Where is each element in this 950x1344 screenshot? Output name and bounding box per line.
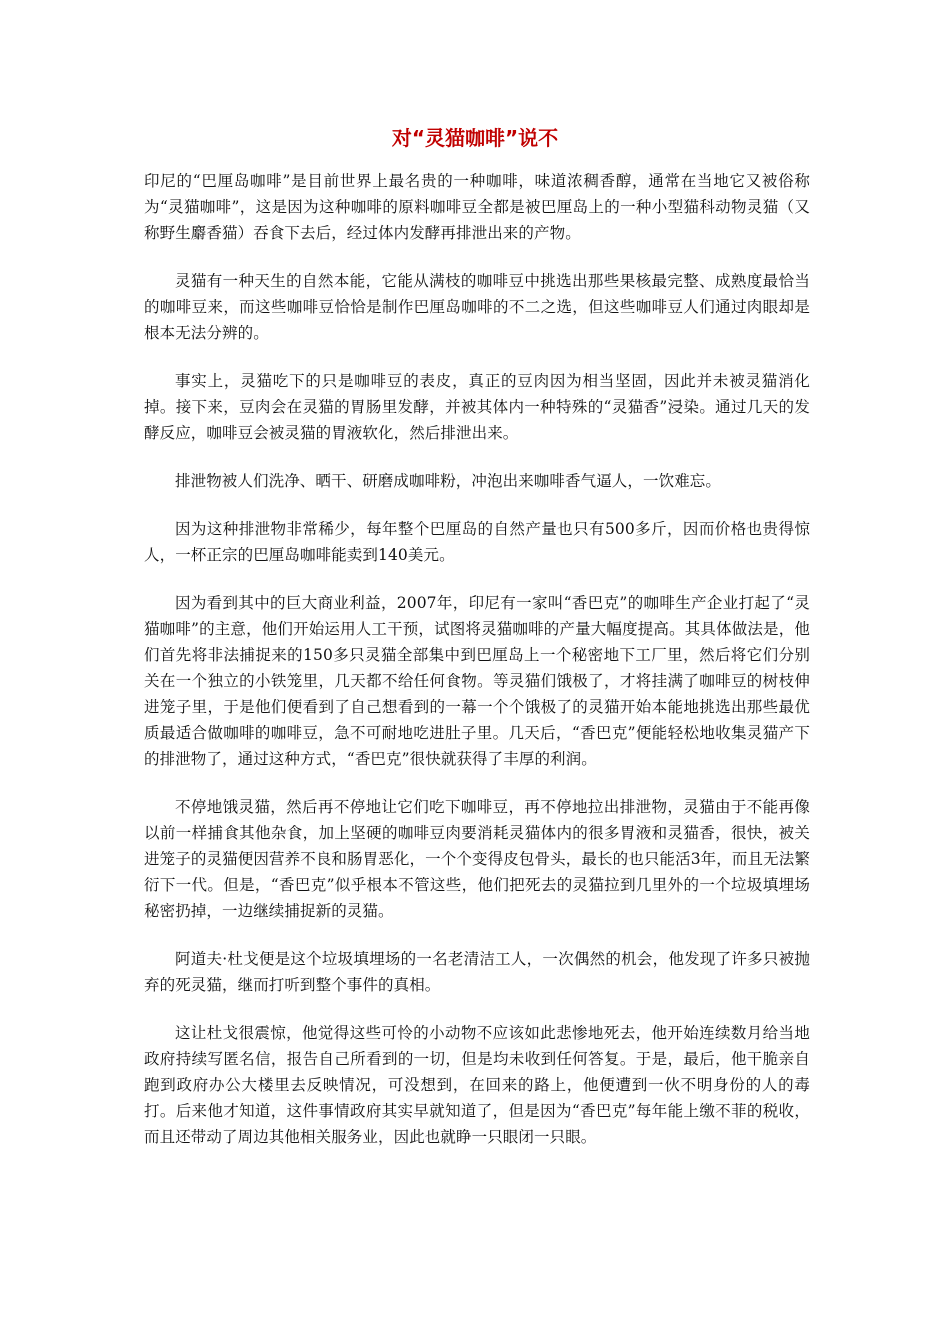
- document-body: [144, 168, 810, 1172]
- paragraph: 阿道夫·杜戈便是这个垃圾填埋场的一名老清洁工人，一次偶然的机会，他发现了许多只被抛弃的死灵猫，继而打听到整个事件的真相。: [144, 950, 810, 994]
- paragraph: 因为看到其中的巨大商业利益，2007年，印尼有一家叫“香巴克”的咖啡生产企业打起了“灵猫咖啡”的主意，他们开始运用人工干预，试图将灵猫咖啡的产量大幅度提高。其具体做法是，他们首先将非法捕捉来的150多只灵猫全部集中到巴厘岛上一个秘密地下工厂里，然后将它们分别关在一个独立的小铁笼里，几天都不给任何食物。等灵猫们饿极了，才将挂满了咖啡豆的树枝伸进笼子里，于是他们便看到了自己想看到的一幕一个个饿极了的灵猫开始本能地挑选出那些最优质最适合做咖啡的咖啡豆，急不可耐地吃进肚子里。几天后，“香巴克”便能轻松地收集灵猫产下的排泄物了，通过这种方式，“香巴克”很快就获得了丰厚的利润。: [144, 594, 810, 768]
- paragraph: 因为这种排泄物非常稀少，每年整个巴厘岛的自然产量也只有500多斤，因而价格也贵得惊人，一杯正宗的巴厘岛咖啡能卖到140美元。: [144, 520, 810, 564]
- paragraph: 印尼的“巴厘岛咖啡”是目前世界上最名贵的一种咖啡，味道浓稠香醇，通常在当地它又被俗称为“灵猫咖啡”，这是因为这种咖啡的原料咖啡豆全都是被巴厘岛上的一种小型猫科动物灵猫（又称野生麝香猫）吞食下去后，经过体内发酵再排泄出来的产物。: [144, 172, 810, 242]
- paragraph: 排泄物被人们洗净、晒干、研磨成咖啡粉，冲泡出来咖啡香气逼人，一饮难忘。: [175, 472, 722, 490]
- paragraph: 这让杜戈很震惊，他觉得这些可怜的小动物不应该如此悲惨地死去，他开始连续数月给当地政府持续写匿名信，报告自己所看到的一切，但是均未收到任何答复。于是，最后，他干脆亲自跑到政府办公大楼里去反映情况，可没想到，在回来的路上，他便遭到一伙不明身份的人的毒打。后来他才知道，这件事情政府其实早就知道了，但是因为“香巴克”每年能上缴不菲的税收，而且还带动了周边其他相关服务业，因此也就睁一只眼闭一只眼。: [144, 1024, 810, 1146]
- paragraph: 事实上，灵猫吃下的只是咖啡豆的表皮，真正的豆肉因为相当坚固，因此并未被灵猫消化掉。接下来，豆肉会在灵猫的胃肠里发酵，并被其体内一种特殊的“灵猫香”浸染。通过几天的发酵反应，咖啡豆会被灵猫的胃液软化，然后排泄出来。: [144, 372, 810, 442]
- paragraph: 灵猫有一种天生的自然本能，它能从满枝的咖啡豆中挑选出那些果核最完整、成熟度最恰当的咖啡豆来，而这些咖啡豆恰恰是制作巴厘岛咖啡的不二之选，但这些咖啡豆人们通过肉眼却是根本无法分辨的。: [144, 272, 810, 342]
- paragraph: 不停地饿灵猫，然后再不停地让它们吃下咖啡豆，再不停地拉出排泄物，灵猫由于不能再像以前一样捕食其他杂食，加上坚硬的咖啡豆肉要消耗灵猫体内的很多胃液和灵猫香，很快，被关进笼子的灵猫便因营养不良和肠胃恶化，一个个变得皮包骨头，最长的也只能活3年，而且无法繁衍下一代。但是，“香巴克”似乎根本不管这些，他们把死去的灵猫拉到几里外的一个垃圾填埋场秘密扔掉，一边继续捕捉新的灵猫。: [144, 798, 810, 920]
- document-title: 对“灵猫咖啡”说不: [391, 126, 559, 150]
